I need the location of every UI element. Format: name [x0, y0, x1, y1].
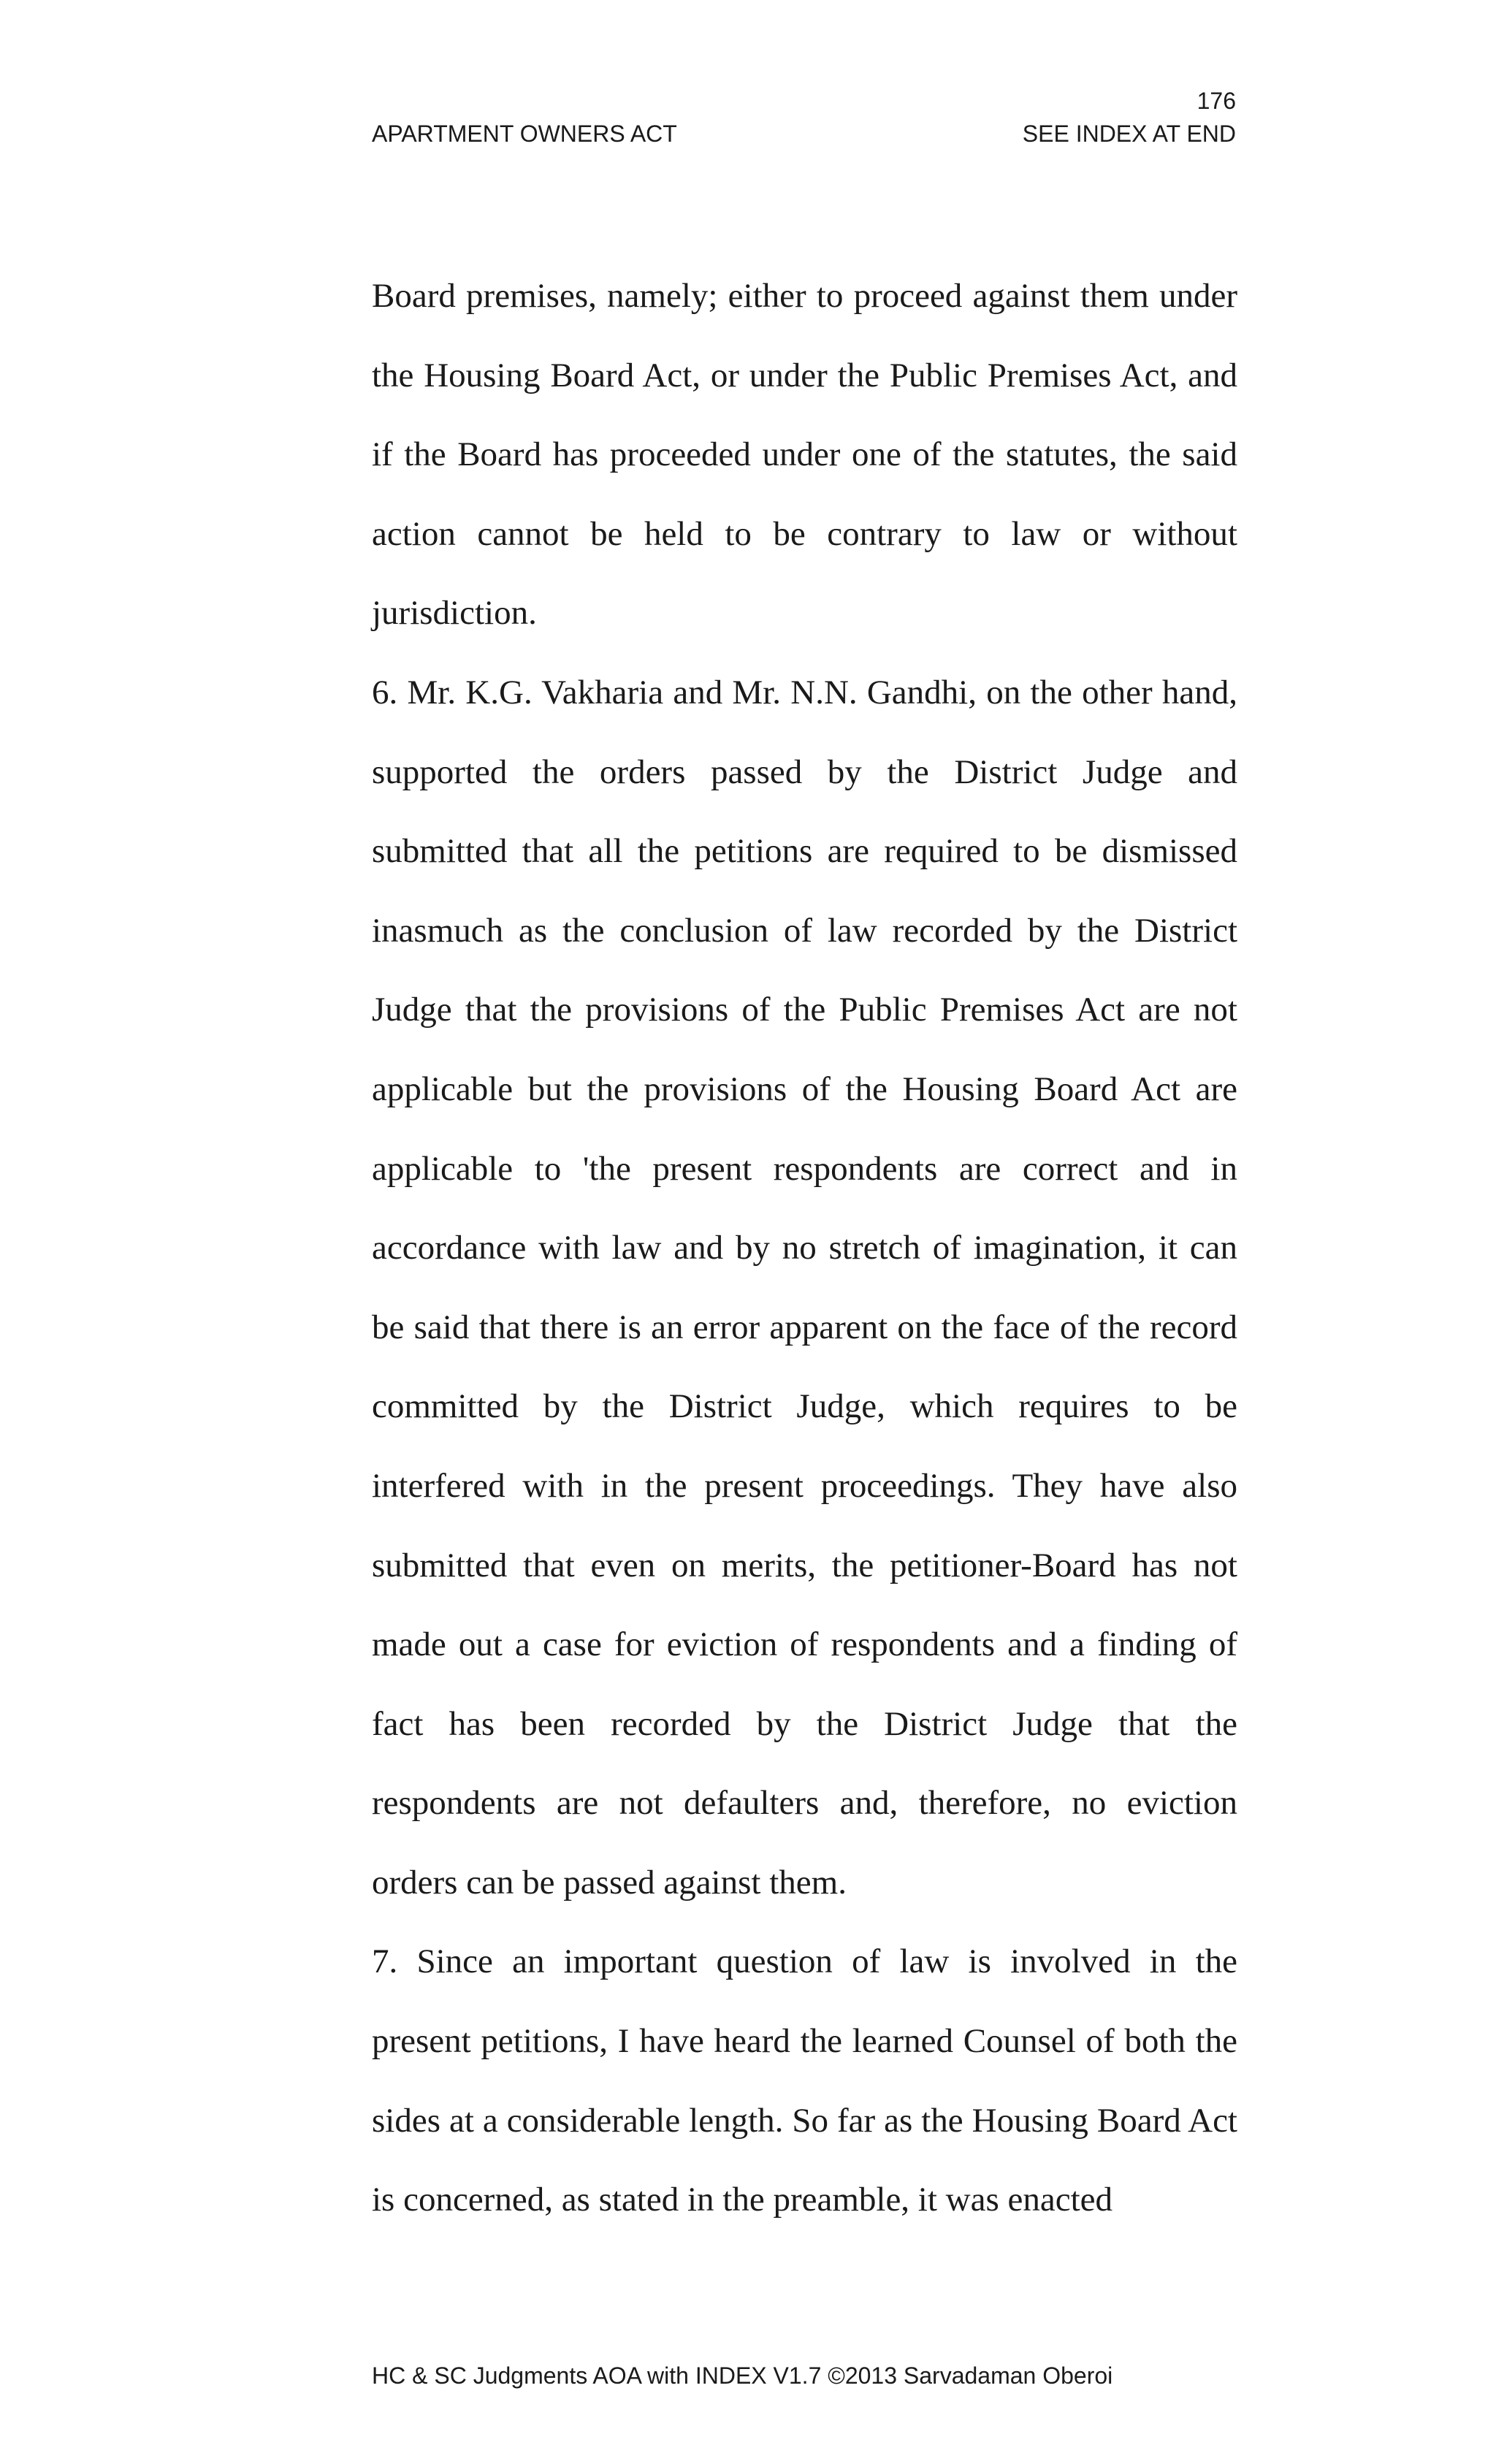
- running-header: [372, 119, 1236, 148]
- paragraph-7: 7. Since an important question of law is involved in the present petitions, I have heard the learned Counsel of both the sides at a considerable length. So far as the Housing Board Act is concerned, as stated in the preamble, it was enacted: [372, 1942, 1237, 2219]
- page-footer: HC & SC Judgments AOA with INDEX V1.7 ©2013 Sarvadaman Oberoi: [372, 2362, 1113, 2389]
- paragraph-6: 6. Mr. K.G. Vakharia and Mr. N.N. Gandhi, on the other hand, supported the orders passed by the District Judge and submitted that all the petitions are required to be dismissed inasmuch as the conclusion of law recorded by the District Judge that the provisions of the Public Premises Act are not applicable but the provisions of the Housing Board Act are applicable to 'the present respondents are correct and in accordance with law and by no stretch of imagination, it can be said that there is an error apparent on the face of the record committed by the District Judge, which requires to be interfered with in the present proceedings. They have also submitted that even on merits, the petitioner-Board has not made out a case for eviction of respondents and a finding of fact has been recorded by the District Judge that the respondents are not defaulters and, therefore, no eviction orders can be passed against them.: [372, 673, 1237, 1902]
- header-title: APARTMENT OWNERS ACT: [372, 121, 677, 147]
- header-index-note: SEE INDEX AT END: [1022, 121, 1236, 147]
- document-body: [372, 256, 1237, 2240]
- page-number: 176: [1197, 88, 1236, 114]
- paragraph-continuation: Board premises, namely; either to proceed against them under the Housing Board Act, or under the Public Premises Act, and if the Board has proceeded under one of the statutes, the said action cannot be held to be contrary to law or without jurisdiction.: [372, 277, 1237, 633]
